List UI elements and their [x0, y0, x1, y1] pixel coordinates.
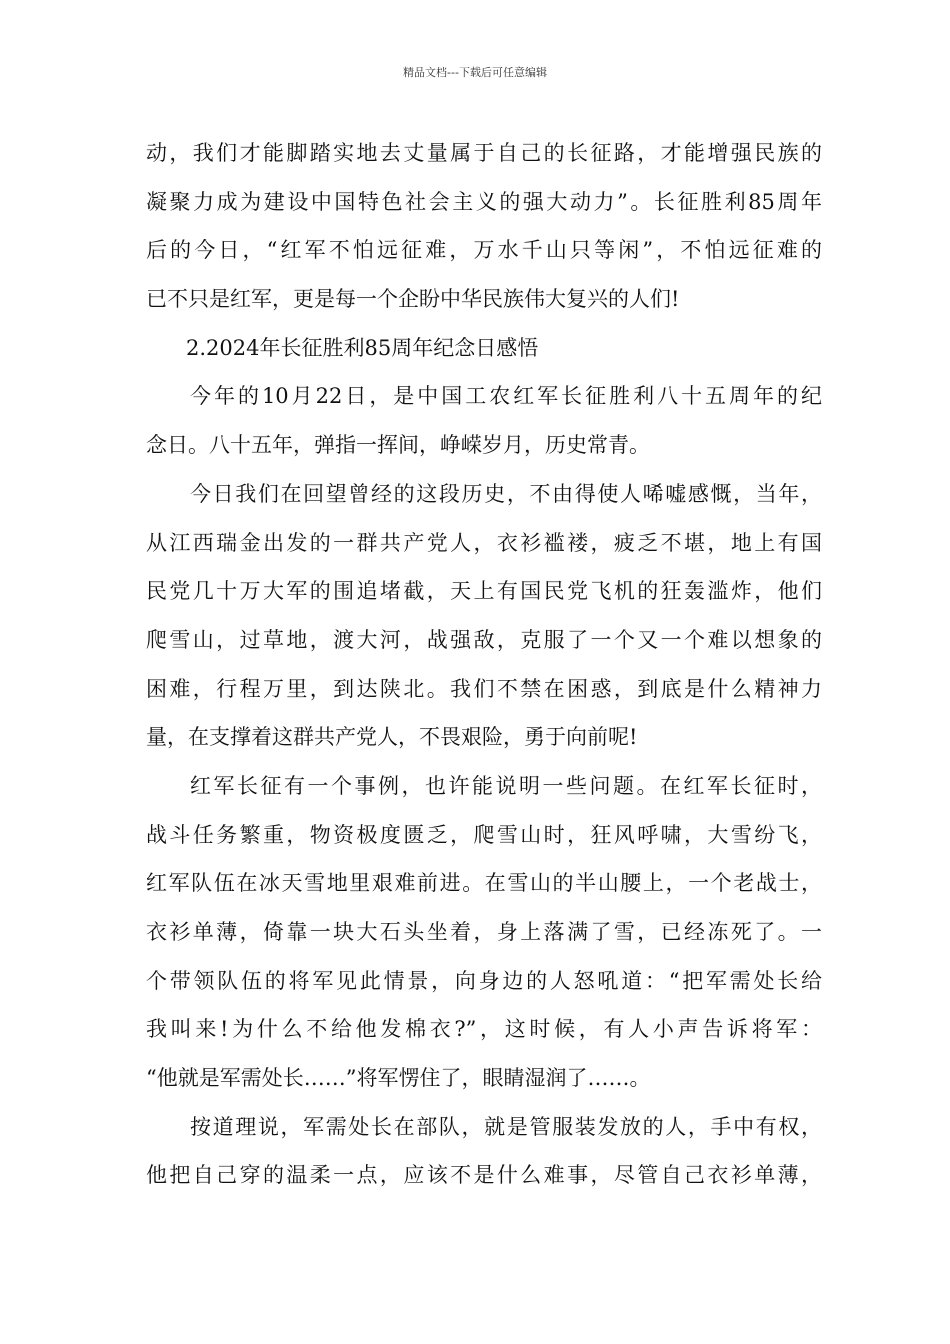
section-heading [146, 324, 822, 373]
text-line: 民党几十万大军的围追堵截，天上有国民党飞机的狂轰滥炸，他们 [146, 579, 822, 604]
text-line: 今年的10月22日，是中国工农红军长征胜利八十五周年的纪 [190, 384, 822, 409]
text-line: 个带领队伍的将军见此情景，向身边的人怒吼道：“把军需处长给 [146, 968, 822, 993]
document-body [146, 129, 822, 1200]
heading-text: 2.2024年长征胜利85周年纪念日感悟 [186, 335, 539, 360]
text-line: 他把自己穿的温柔一点，应该不是什么难事，尽管自己衣衫单薄， [146, 1163, 822, 1188]
text-line: 我叫来!为什么不给他发棉衣?”，这时候，有人小声告诉将军： [146, 1017, 822, 1042]
paragraph [146, 762, 822, 1103]
paragraph [146, 1103, 822, 1200]
text-line: 战斗任务繁重，物资极度匮乏，爬雪山时，狂风呼啸，大雪纷飞， [146, 822, 822, 847]
text-line: 量，在支撑着这群共产党人，不畏艰险，勇于向前呢! [146, 725, 638, 750]
text-line: 凝聚力成为建设中国特色社会主义的强大动力”。长征胜利85周年 [146, 189, 822, 214]
page-header: 精品文档---下载后可任意编辑 [403, 66, 547, 79]
text-line: 红军队伍在冰天雪地里艰难前进。在雪山的半山腰上，一个老战士， [146, 871, 822, 896]
text-line: 已不只是红军，更是每一个企盼中华民族伟大复兴的人们! [146, 287, 680, 312]
paragraph [146, 470, 822, 762]
paragraph [146, 129, 822, 324]
paragraph [146, 372, 822, 469]
text-line: 按道理说，军需处长在部队，就是管服装发放的人，手中有权， [190, 1114, 822, 1139]
text-line: 爬雪山，过草地，渡大河，战强敌，克服了一个又一个难以想象的 [146, 627, 822, 652]
text-line: 困难，行程万里，到达陕北。我们不禁在困惑，到底是什么精神力 [146, 676, 822, 701]
text-line: 念日。八十五年，弹指一挥间，峥嵘岁月，历史常青。 [146, 433, 650, 458]
text-line: “他就是军需处长……”将军愣住了，眼睛湿润了……。 [146, 1066, 651, 1091]
text-line: 后的今日，“红军不怕远征难，万水千山只等闲”，不怕远征难的 [146, 238, 822, 263]
text-line: 从江西瑞金出发的一群共产党人，衣衫褴褛，疲乏不堪，地上有国 [146, 530, 822, 555]
text-line: 动，我们才能脚踏实地去丈量属于自己的长征路，才能增强民族的 [146, 141, 822, 165]
text-line: 红军长征有一个事例，也许能说明一些问题。在红军长征时， [190, 773, 822, 798]
text-line: 今日我们在回望曾经的这段历史，不由得使人唏嘘感慨，当年， [190, 481, 822, 506]
text-line: 衣衫单薄，倚靠一块大石头坐着，身上落满了雪，已经冻死了。一 [146, 920, 822, 944]
